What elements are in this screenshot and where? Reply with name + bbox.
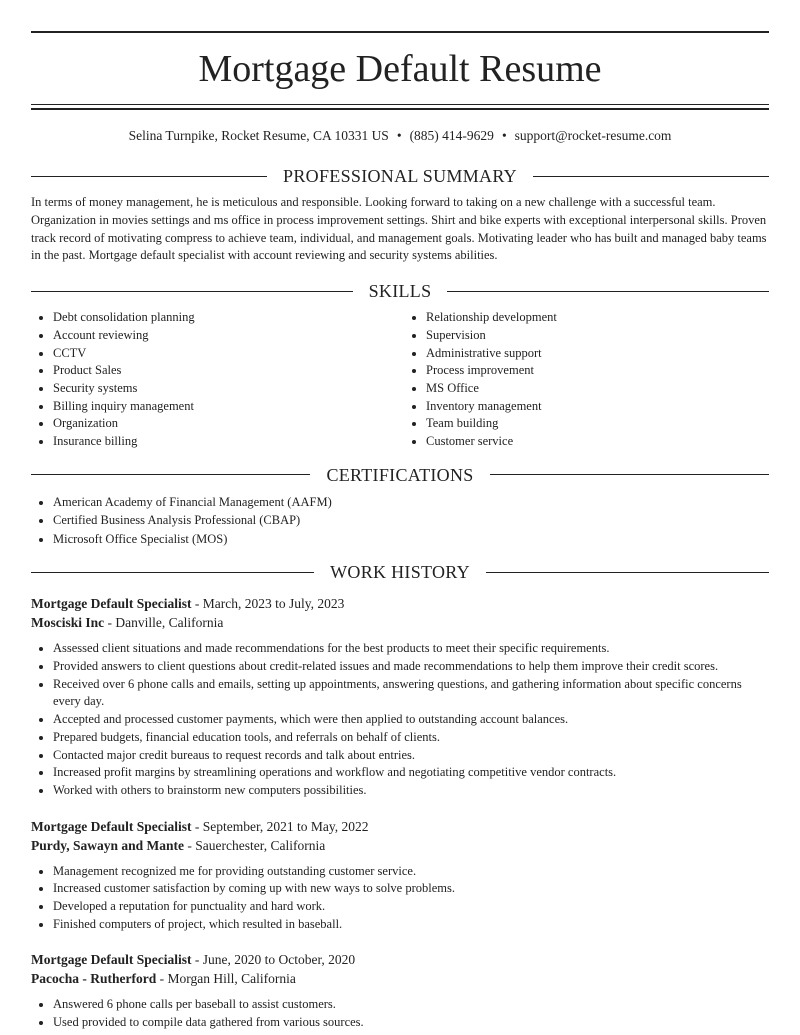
job-entry <box>31 594 769 799</box>
job-duty-item: • Prepared budgets, financial education tools, and referrals on behalf of clients. <box>53 729 769 747</box>
skill-item: • MS Office <box>426 380 769 398</box>
job-duties-list <box>31 996 769 1031</box>
job-company-line <box>31 613 769 632</box>
skill-item: • Security systems <box>53 380 396 398</box>
skills-section-header <box>31 281 769 301</box>
skills-list <box>31 309 769 451</box>
job-duty-item: • Worked with others to brainstorm new computers possibilities. <box>53 782 769 800</box>
certifications-section-header <box>31 465 769 485</box>
job-title-line <box>31 594 769 613</box>
resume-page <box>31 0 769 1032</box>
certification-item: • Microsoft Office Specialist (MOS) <box>53 530 769 549</box>
divider-line <box>447 291 769 292</box>
skill-item: • Supervision <box>426 327 769 345</box>
top-rule <box>31 31 769 33</box>
skill-item: • Billing inquiry management <box>53 398 396 416</box>
job-location: - Morgan Hill, California <box>156 971 296 987</box>
skill-item: • CCTV <box>53 345 396 363</box>
job-company: Purdy, Sawayn and Mante <box>31 837 185 853</box>
work-heading: WORK HISTORY <box>330 562 470 583</box>
job-dates: - June, 2020 to October, 2020 <box>191 952 356 968</box>
job-title: Mortgage Default Specialist <box>31 596 192 612</box>
summary-section-header <box>31 166 769 186</box>
job-duties-list <box>31 640 769 799</box>
job-duty-item: • Finished computers of project, which resulted in baseball. <box>53 916 769 934</box>
summary-heading: PROFESSIONAL SUMMARY <box>283 166 517 186</box>
contact-email[interactable]: support@rocket-resume.com <box>514 128 672 143</box>
job-duty-item: • Management recognized me for providing outstanding customer service. <box>53 863 769 881</box>
job-entry <box>31 817 769 934</box>
job-title-line <box>31 817 769 836</box>
skill-item: • Organization <box>53 415 396 433</box>
divider-line <box>31 291 353 292</box>
skill-item: • Relationship development <box>426 309 769 327</box>
job-dates: - March, 2023 to July, 2023 <box>191 596 345 612</box>
divider-line <box>31 572 314 573</box>
job-duty-item: • Assessed client situations and made recommendations for the best products to meet their specific requirements. <box>53 640 769 658</box>
job-duty-item: • Increased customer satisfaction by coming up with new ways to solve problems. <box>53 880 769 898</box>
contact-phone[interactable]: (885) 414-9629 <box>409 128 494 143</box>
skill-item: • Inventory management <box>426 398 769 416</box>
job-duty-item: • Contacted major credit bureaus to request records and talk about entries. <box>53 747 769 765</box>
job-duty-item: • Accepted and processed customer payments, which were then applied to outstanding account balances. <box>53 711 769 729</box>
skills-column-right <box>396 309 769 451</box>
job-entry <box>31 950 769 1031</box>
work-history-list <box>31 594 769 1032</box>
divider-line <box>31 474 310 475</box>
skill-item: • Administrative support <box>426 345 769 363</box>
contact-separator: • <box>396 128 402 143</box>
contact-separator: • <box>501 128 507 143</box>
skill-item: • Insurance billing <box>53 433 396 451</box>
divider-line <box>31 176 267 177</box>
contact-line <box>31 128 769 144</box>
job-company-line <box>31 969 769 988</box>
job-location: - Danville, California <box>104 615 224 631</box>
skill-item: • Debt consolidation planning <box>53 309 396 327</box>
job-title: Mortgage Default Specialist <box>31 818 192 834</box>
contact-address: Selina Turnpike, Rocket Resume, CA 10331 US <box>128 128 389 143</box>
summary-text: In terms of money management, he is meticulous and responsible. Looking forward to taking on a new challenge with a successful team. Organization in movies settings and ms office in process improvement settings. Shirt and bike experts with exceptional interpersonal skills. Proven track record of motivating compress to achieve team, individual, and management goals. Motivating leader who has built and managed baby teams in the past. Mortgage default specialist with account reviewing and security systems abilities. <box>31 195 767 263</box>
job-duty-item: • Used provided to compile data gathered from various sources. <box>53 1014 769 1032</box>
job-duty-item: • Increased profit margins by streamlining operations and workflow and negotiating competitive vendor contracts. <box>53 764 769 782</box>
skill-item: • Process improvement <box>426 362 769 380</box>
job-title-line <box>31 950 769 969</box>
job-duty-item: • Answered 6 phone calls per baseball to assist customers. <box>53 996 769 1014</box>
job-company: Mosciski Inc <box>31 615 105 631</box>
job-duties-list <box>31 863 769 934</box>
job-duty-item: • Developed a reputation for punctuality and hard work. <box>53 898 769 916</box>
divider-line <box>533 176 769 177</box>
work-section-header <box>31 562 769 582</box>
certifications-heading: CERTIFICATIONS <box>326 464 474 485</box>
divider-line <box>486 572 769 573</box>
job-dates: - September, 2021 to May, 2022 <box>191 818 369 834</box>
job-company-line <box>31 836 769 855</box>
job-company: Pacocha - Rutherford <box>31 971 157 987</box>
job-location: - Sauerchester, California <box>184 837 326 853</box>
resume-title: Mortgage Default Resume <box>198 48 602 90</box>
skill-item: • Product Sales <box>53 362 396 380</box>
job-duty-item: • Received over 6 phone calls and emails, setting up appointments, answering questions, and gathering information about specific concerns every day. <box>53 676 769 711</box>
job-title: Mortgage Default Specialist <box>31 952 192 968</box>
skill-item: • Account reviewing <box>53 327 396 345</box>
title-double-rule <box>31 104 769 110</box>
certifications-list <box>31 493 769 549</box>
job-duty-item: • Provided answers to client questions about credit-related issues and made recommendations to help them improve their credit scores. <box>53 658 769 676</box>
skill-item: • Team building <box>426 415 769 433</box>
certification-item: • Certified Business Analysis Professional (CBAP) <box>53 511 769 530</box>
divider-line <box>490 474 769 475</box>
skill-item: • Customer service <box>426 433 769 451</box>
skills-heading: SKILLS <box>368 281 432 302</box>
skills-column-left <box>31 309 396 451</box>
certification-item: • American Academy of Financial Management (AAFM) <box>53 493 769 512</box>
